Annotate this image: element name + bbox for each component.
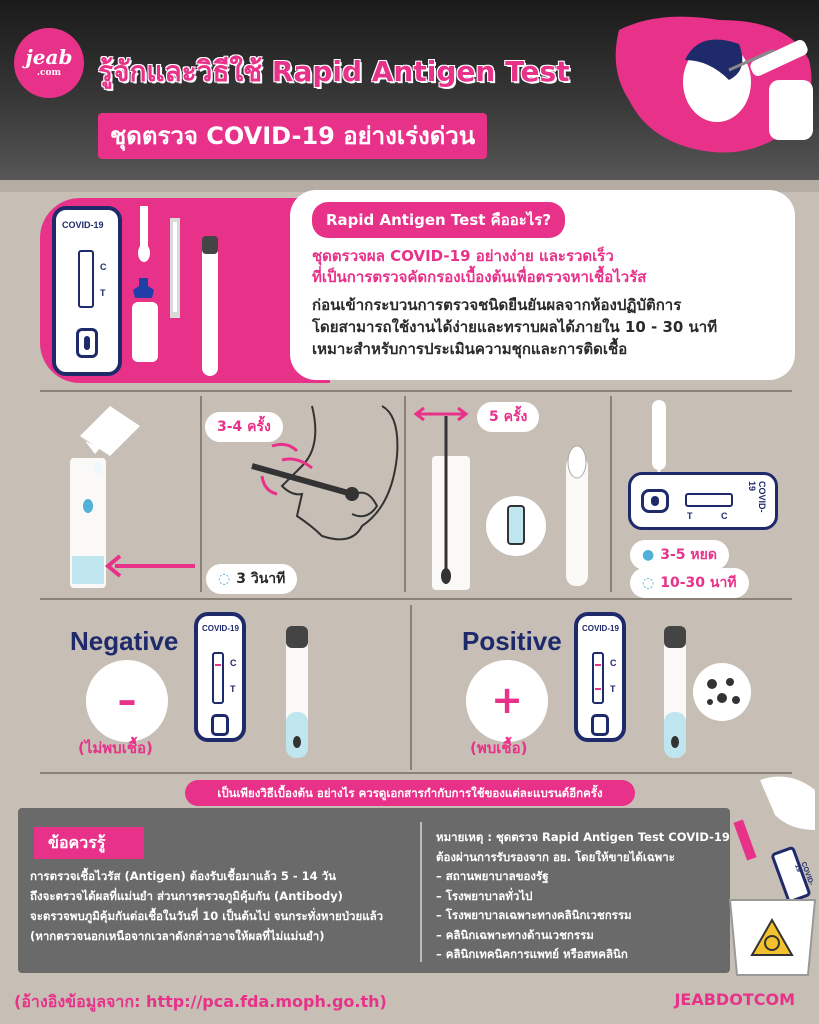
logo-subtext: .com [36,68,62,78]
test-mark: T [687,511,693,521]
step-buffer-illustration [40,396,200,592]
wait-time-pill [630,568,749,598]
test-mark: T [610,684,616,694]
note-list-item: – คลินิกเทคนิคการแพทย์ หรือสหคลินิก [436,947,628,961]
result-window [592,652,604,704]
test-mark: T [230,684,236,694]
sample-well [76,328,98,358]
info-line: จะตรวจพบภูมิคุ้มกันต่อเชื้อในวันที่ 10 เป็นต้นไป จนกระทั่งหายป่วยแล้ว [30,909,384,923]
negative-caption: (ไม่พบเชื้อ) [78,739,153,757]
result-window [78,250,94,308]
info-divider [420,822,422,962]
note-list-item: – โรงพยาบาลทั่วไป [436,888,533,903]
reference-link[interactable]: (อ้างอิงข้อมูลจาก: http://pca.fda.moph.go.th) [14,992,387,1011]
divider [40,772,792,774]
positive-cassette [574,612,626,742]
info-text [30,866,410,946]
note-list-item: – คลินิกเฉพาะทางด้านเวชกรรม [436,927,594,942]
negative-label: Negative [70,626,179,656]
control-mark: C [100,262,107,272]
swab-count: 3-4 ครั้ง [217,419,271,435]
wait-time: 10-30 นาที [660,575,737,591]
negative-sign: – [86,660,168,742]
horizontal-cassette [628,472,778,530]
virus-icon [692,662,752,722]
logo-text: jeab [25,45,73,69]
note-line: หมายเหตุ : ชุดตรวจ Rapid Antigen Test COVID-19 [436,830,730,844]
what-is-heading: Rapid Antigen Test คืออะไร? [312,202,565,238]
sample-well [591,714,609,736]
kit-panel [40,198,330,383]
definition-text [312,246,773,288]
brand-name: JEABDOTCOM [674,990,795,1009]
divider [40,598,792,600]
disclaimer-banner: เป็นเพียงวิธีเบื้องต้น อย่างไร ควรดูเอกสารกำกับการใช้ของแต่ละแบรนด์อีกครั้ง [185,780,635,806]
note-list [436,867,736,965]
control-mark: C [721,511,728,521]
definition-line: ชุดตรวจผล COVID-19 อย่างง่าย และรวดเร็ว [312,247,614,265]
mix-count: 5 ครั้ง [489,409,528,425]
info-line: การตรวจเชื้อไวรัส (Antigen) ต้องรับเชื้อมาแล้ว 5 - 14 วัน [30,869,336,883]
control-line [595,664,601,666]
swab-duration: 3 วินาที [236,571,286,587]
divider [410,605,412,770]
test-cassette [52,206,122,376]
header [0,0,819,180]
doctor-swab-illustration [599,0,819,180]
negative-cassette [194,612,246,742]
test-mark: T [100,288,106,298]
kit-components-icon [130,198,290,378]
swab-count-pill [205,412,283,442]
info-heading: ข้อควรรู้ [34,827,144,859]
test-line [595,688,601,690]
info-line: (หากตรวจนอกเหนือจากเวลาดังกล่าวอาจให้ผลที่ไม่แม่นยำ) [30,929,325,943]
control-line [215,664,221,666]
note-text [436,828,736,965]
info-line: ถึงจะตรวจได้ผลที่แม่นยำ ส่วนการตรวจภูมิคุ้มกัน (Antibody) [30,889,343,903]
sample-well [211,714,229,736]
page-title: รู้จักและวิธีใช้ Rapid Antigen Test [98,55,570,88]
timer-icon: ◌ [642,575,655,591]
description-text [312,294,773,360]
description-line: ก่อนเข้ากระบวนการตรวจชนิดยืนยันผลจากห้องปฏิบัติการ [312,296,682,314]
jeab-logo [14,28,84,98]
positive-tube [660,622,690,762]
definition-line: ที่เป็นการตรวจคัดกรองเบื้องต้นเพื่อตรวจหาเชื้อไวรัส [312,268,647,286]
control-mark: C [610,658,617,668]
positive-caption: (พบเชื้อ) [470,739,528,757]
positive-label: Positive [462,626,562,656]
sample-well [641,489,669,513]
description-line: โดยสามารถใช้งานได้ง่ายและทราบผลได้ภายใน 10 - 30 นาที [312,318,718,336]
result-window [685,493,733,507]
divider [40,390,792,392]
control-mark: C [230,658,237,668]
drops-pill [630,540,729,570]
result-window [212,652,224,704]
description-line: เหมาะสำหรับการประเมินความชุกและการติดเชื้อ [312,340,628,358]
positive-sign: + [466,660,548,742]
bin-cassette-label: COVID-19 [792,860,815,887]
note-list-item: – โรงพยาบาลเฉพาะทางคลินิกเวชกรรม [436,908,632,922]
drop-count: 3-5 หยด [660,547,717,563]
swab-duration-pill [206,564,297,594]
cassette-label: COVID-19 [582,624,619,633]
cassette-label: COVID-19 [747,481,767,513]
note-list-item: – สถานพยาบาลของรัฐ [436,869,549,883]
cassette-label: COVID-19 [62,220,104,230]
note-line: ต้องผ่านการรับรองจาก อย. โดยให้ขายได้เฉพาะ [436,849,675,864]
what-is-box [290,190,795,380]
timer-icon: ◌ [218,571,231,587]
mix-count-pill [477,402,539,432]
page-subtitle: ชุดตรวจ COVID-19 อย่างเร่งด่วน [98,113,487,159]
cassette-label: COVID-19 [202,624,239,633]
negative-tube [282,622,312,762]
droplet-icon: ● [642,547,655,563]
